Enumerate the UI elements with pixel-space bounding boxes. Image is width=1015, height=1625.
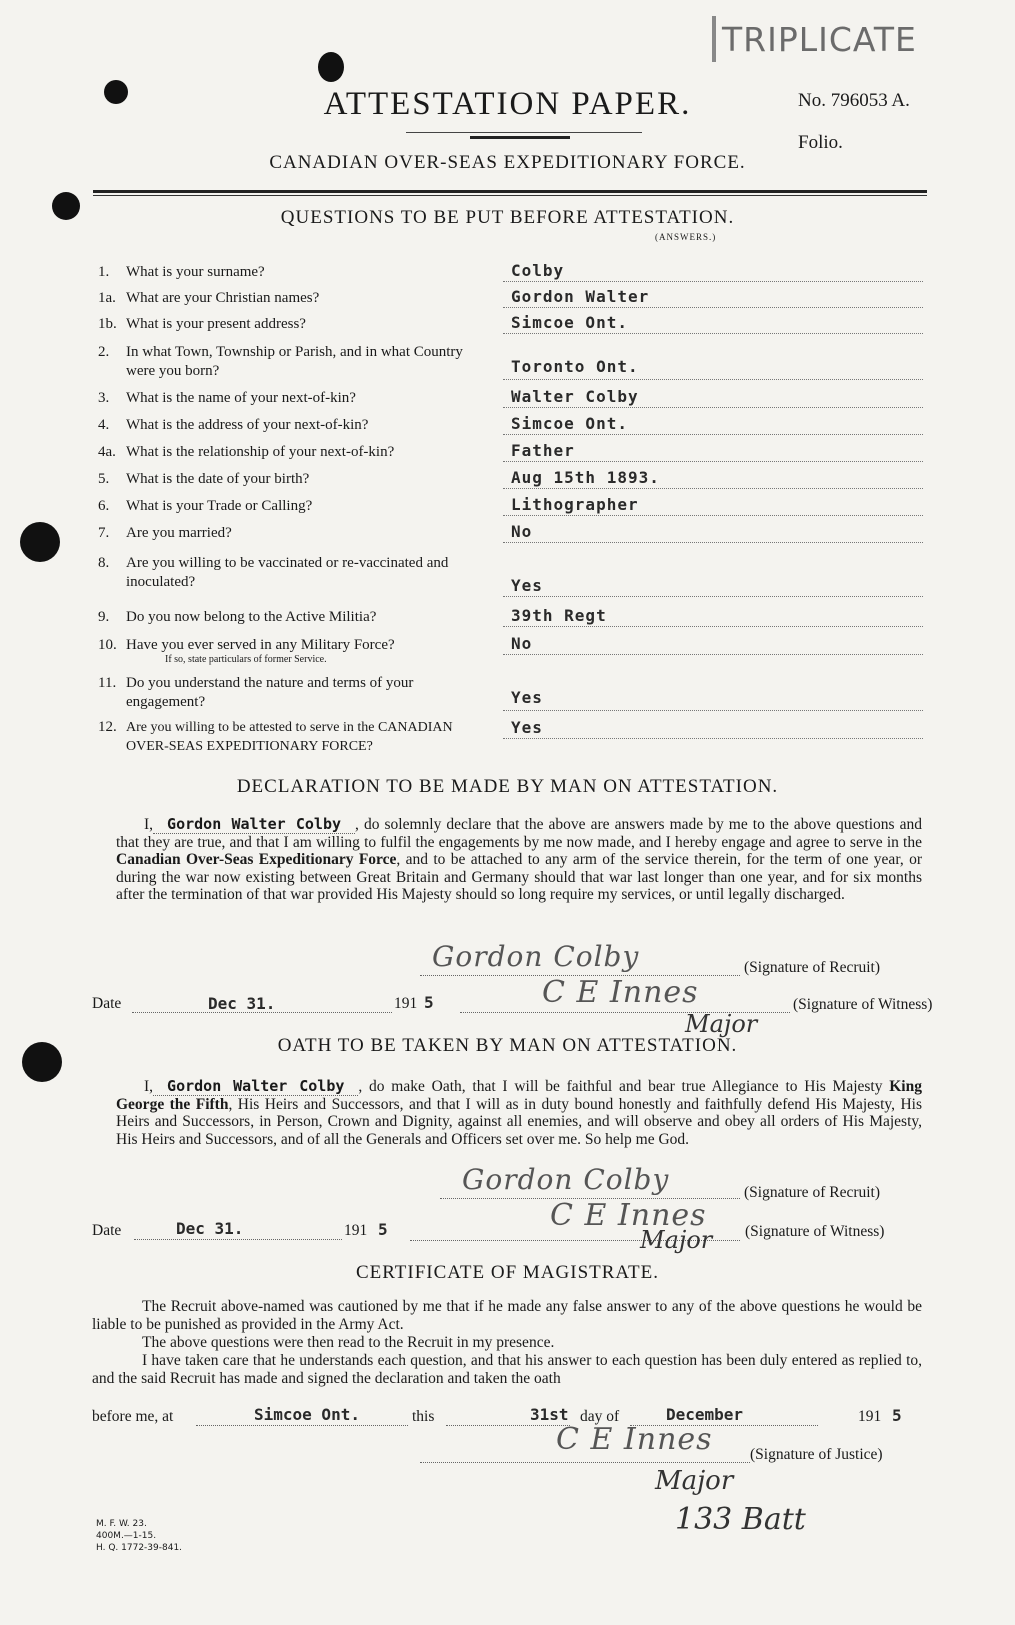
question-number: 7. <box>98 525 110 541</box>
answer-present-address: Simcoe Ont. <box>511 313 628 332</box>
answer-line <box>503 333 923 334</box>
place-line <box>196 1425 408 1426</box>
witness-title: Major <box>685 1010 758 1038</box>
question-number: 2. <box>98 344 110 360</box>
question-text: What is your surname? <box>126 264 265 280</box>
question-text: What is the date of your birth? <box>126 471 310 487</box>
answers-label: (ANSWERS.) <box>655 232 717 242</box>
answer-line <box>503 654 923 655</box>
question-number: 1. <box>98 264 110 280</box>
before-me-label: before me, at <box>92 1408 174 1425</box>
justice-unit: 133 Batt <box>675 1502 806 1537</box>
regimental-number: No. 796053 A. <box>798 90 910 111</box>
question-number: 4a. <box>98 444 116 460</box>
answer-understand-terms: Yes <box>511 688 543 707</box>
question-text: Are you willing to be vaccinated or re-vaccinated and inoculated? <box>126 555 449 590</box>
answer-christian-names: Gordon Walter <box>511 287 650 306</box>
triplicate-stamp: TRIPLICATE <box>722 20 917 59</box>
oath-text-1: , do make Oath, that I will be faithful and bear true Allegiance to His Majesty <box>358 1078 890 1095</box>
form-footer <box>96 1518 182 1554</box>
signature-recruit-label: (Signature of Recruit) <box>744 959 881 976</box>
date-label: Date <box>92 1222 122 1239</box>
declaration-text-2: , and to be attached to any arm of the service therein, for the term of one year, or during the war now existing between Great Britain and Germany should that war last longer than one year, and for six months after the termination of that war provided His Majesty should so long require my services, or until legally discharged. <box>116 851 922 903</box>
question-number: 10. <box>98 637 117 653</box>
answer-trade: Lithographer <box>511 495 639 514</box>
answer-married: No <box>511 522 533 541</box>
justice-title: Major <box>655 1466 734 1496</box>
question-text: Have you ever served in any Military Force? <box>126 637 395 653</box>
oath-i: I, <box>144 1078 154 1095</box>
answer-line <box>503 542 923 543</box>
answer-line <box>503 407 923 408</box>
question-number: 12. <box>98 719 117 735</box>
answer-kin-relationship: Father <box>511 441 575 460</box>
document-title: ATTESTATION PAPER. <box>323 86 692 122</box>
question-number: 4. <box>98 417 110 433</box>
question-text: What is the name of your next-of-kin? <box>126 390 356 406</box>
oath-year: 5 <box>378 1220 388 1239</box>
answer-line <box>503 434 923 435</box>
recruit-signature: Gordon Colby <box>432 940 640 973</box>
day-line <box>446 1425 570 1426</box>
question-number: 9. <box>98 609 110 625</box>
question-number: 11. <box>98 675 117 691</box>
punch-hole <box>20 522 60 562</box>
certificate-place: Simcoe Ont. <box>254 1405 360 1424</box>
question-text: What is your present address? <box>126 316 306 332</box>
question-text: Are you willing to be attested to serve in the CANADIAN OVER-SEAS EXPEDITIONARY FORCE? <box>126 720 453 754</box>
answer-line <box>503 281 923 282</box>
recruit-signature: Gordon Colby <box>462 1163 670 1196</box>
document-subtitle: CANADIAN OVER-SEAS EXPEDITIONARY FORCE. <box>269 152 746 173</box>
question-number: 1a. <box>98 290 116 306</box>
question-text: What is the address of your next-of-kin? <box>126 417 369 433</box>
answer-birthplace: Toronto Ont. <box>511 357 639 376</box>
footer-line: 400M.—1-15. <box>96 1531 157 1541</box>
certificate-paragraph-3: I have taken care that he understands each question, and that his answer to each question has been duly entered as replied to, and the said Recruit has made and signed the declaration and taken the oath <box>92 1352 922 1387</box>
answer-birth-date: Aug 15th 1893. <box>511 468 660 487</box>
justice-signature: C E Innes <box>556 1422 713 1457</box>
answer-line <box>503 710 923 711</box>
question-subtext: If so, state particulars of former Service. <box>165 654 327 665</box>
questions-heading: QUESTIONS TO BE PUT BEFORE ATTESTATION. <box>280 207 735 228</box>
certificate-year: 5 <box>892 1406 902 1425</box>
signature-recruit-label: (Signature of Recruit) <box>744 1184 881 1201</box>
question-text: Do you understand the nature and terms of your engagement? <box>126 675 414 710</box>
signature-witness-label: (Signature of Witness) <box>793 996 933 1013</box>
year-prefix: 191 <box>394 995 418 1012</box>
answer-line <box>503 488 923 489</box>
oath-date: Dec 31. <box>176 1219 244 1238</box>
certificate-heading: CERTIFICATE OF MAGISTRATE. <box>355 1262 659 1283</box>
witness-signature: C E Innes <box>550 1198 707 1233</box>
question-number: 3. <box>98 390 110 406</box>
answer-vaccinated: Yes <box>511 576 543 595</box>
divider <box>93 195 927 196</box>
answer-line <box>503 379 923 380</box>
punch-hole <box>318 52 344 82</box>
question-text: What are your Christian names? <box>126 290 320 306</box>
question-number: 1b. <box>98 316 117 332</box>
divider <box>406 132 642 133</box>
oath-text-2: , His Heirs and Successors, and that I will as in duty bound honestly and faithfully defend His Majesty, His Heirs and Successors, in Person, Crown and Dignity, against all enemies, and will observe and obey all orders of His Majesty, His Heirs and Successors, and of all the Generals and Officers set over me. So help me God. <box>116 1095 922 1148</box>
answer-line <box>503 738 923 739</box>
witness-title: Major <box>640 1226 713 1254</box>
certificate-month: December <box>666 1405 744 1424</box>
date-label: Date <box>92 995 122 1012</box>
signature-witness-label: (Signature of Witness) <box>745 1223 885 1240</box>
declaration-force-name: Canadian Over-Seas Expeditionary Force <box>116 851 397 868</box>
oath-name: Gordon Walter Colby <box>153 1077 358 1096</box>
day-of-label: day of <box>580 1408 620 1425</box>
declaration-date: Dec 31. <box>208 994 276 1013</box>
answer-military-service: No <box>511 634 533 653</box>
declaration-i: I, <box>144 816 154 833</box>
oath-heading: OATH TO BE TAKEN BY MAN ON ATTESTATION. <box>277 1035 738 1056</box>
divider <box>93 190 927 193</box>
year-prefix: 191 <box>858 1408 882 1425</box>
date-line <box>134 1239 342 1240</box>
declaration-paragraph <box>116 816 922 904</box>
answer-line <box>503 596 923 597</box>
declaration-year: 5 <box>424 993 434 1012</box>
declaration-heading: DECLARATION TO BE MADE BY MAN ON ATTESTATION. <box>236 776 779 797</box>
certificate-paragraph-2: The above questions were then read to the Recruit in my presence. <box>142 1334 555 1351</box>
certificate-paragraph-1: The Recruit above-named was cautioned by me that if he made any false answer to any of the above questions he would be liable to be punished as provided in the Army Act. <box>92 1298 922 1333</box>
year-prefix: 191 <box>344 1222 368 1239</box>
footer-line: M. F. W. 23. <box>96 1519 147 1529</box>
footer-line: H. Q. 1772-39-841. <box>96 1543 183 1553</box>
signature-justice-label: (Signature of Justice) <box>750 1446 883 1463</box>
question-text: Are you married? <box>126 525 232 541</box>
witness-signature: C E Innes <box>542 975 699 1010</box>
question-text: In what Town, Township or Parish, and in what Country were you born? <box>126 344 463 379</box>
this-label: this <box>412 1408 435 1425</box>
answer-line <box>503 626 923 627</box>
answer-kin-address: Simcoe Ont. <box>511 414 628 433</box>
certificate-day: 31st <box>530 1405 569 1424</box>
answer-surname: Colby <box>511 261 565 280</box>
answer-line <box>503 515 923 516</box>
question-number: 5. <box>98 471 110 487</box>
question-text: What is the relationship of your next-of-kin? <box>126 444 395 460</box>
answer-militia: 39th Regt <box>511 606 607 625</box>
answer-willing-attested: Yes <box>511 718 543 737</box>
divider <box>470 136 570 139</box>
oath-king-name: King George the Fifth <box>116 1078 922 1113</box>
answer-line <box>503 461 923 462</box>
folio-label: Folio. <box>798 132 843 153</box>
oath-paragraph <box>116 1078 922 1148</box>
answer-line <box>503 307 923 308</box>
question-number: 8. <box>98 555 110 571</box>
signature-line <box>420 1462 750 1463</box>
question-text: Do you now belong to the Active Militia? <box>126 609 377 625</box>
question-text: What is your Trade or Calling? <box>126 498 313 514</box>
declaration-text-1: , do solemnly declare that the above are answers made by me to the above questions and that they are true, and that I am willing to fulfil the engagements by me now made, and I hereby engage and agree to serve in the <box>116 816 922 851</box>
answer-next-of-kin: Walter Colby <box>511 387 639 406</box>
declaration-name: Gordon Walter Colby <box>153 815 355 834</box>
question-number: 6. <box>98 498 110 514</box>
